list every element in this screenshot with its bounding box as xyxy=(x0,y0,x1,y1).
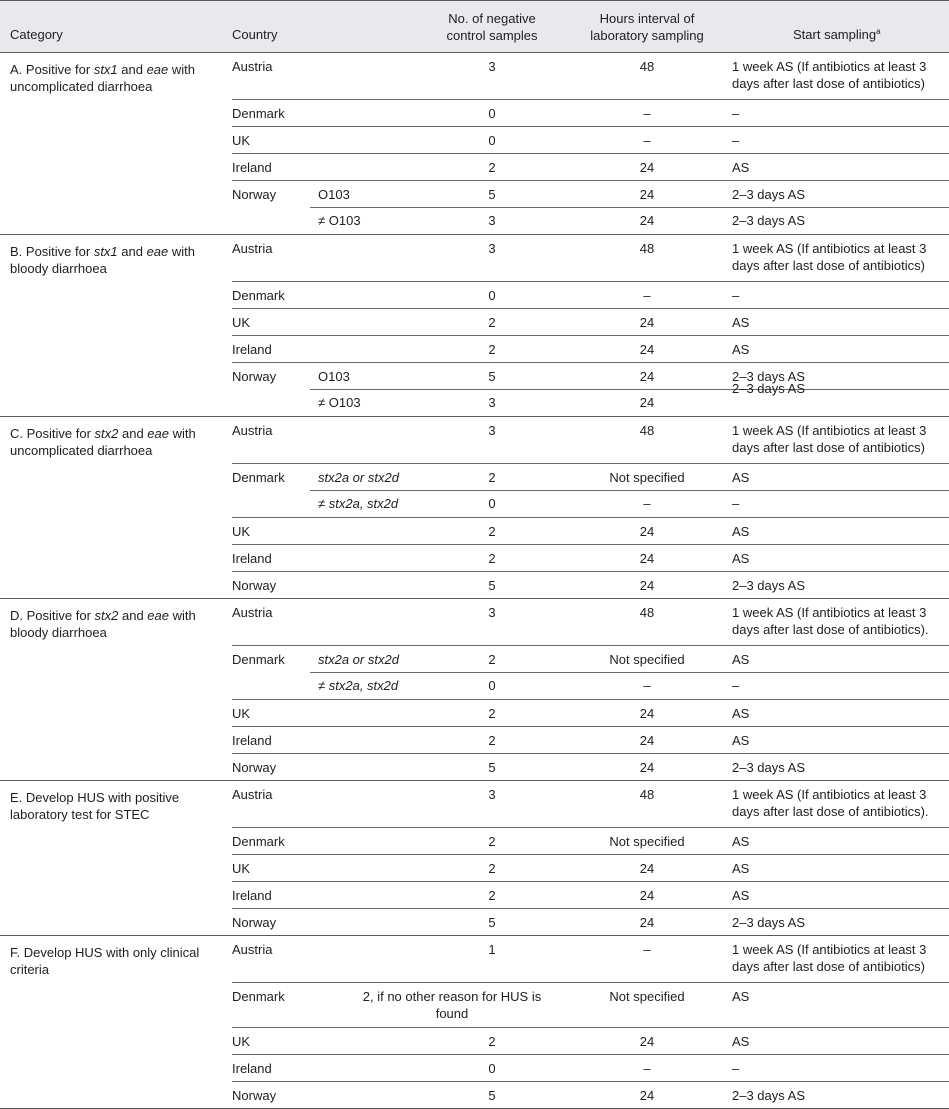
category-title: B. Positive for stx1 and eae with bloody diarrhoea xyxy=(10,244,196,276)
country-cell: Denmark xyxy=(232,989,285,1004)
subgroup-cell: ≠ stx2a, stx2d xyxy=(318,496,399,511)
table-row xyxy=(232,672,949,699)
start-sampling-cell: AS xyxy=(732,315,750,330)
table-row xyxy=(232,126,949,153)
category-block xyxy=(0,235,949,417)
hours-interval-cell: Not specified xyxy=(609,470,685,485)
header-hours-interval: Hours interval of laboratory sampling xyxy=(590,11,704,43)
negative-controls-cell: 0 xyxy=(488,1061,496,1076)
country-cell: Austria xyxy=(232,787,273,802)
hours-interval-cell: 24 xyxy=(639,187,655,202)
start-sampling-cell: AS xyxy=(732,551,750,566)
start-sampling-cell: – xyxy=(732,1061,740,1076)
country-cell: Austria xyxy=(232,59,273,74)
start-sampling-cell: 2–3 days AS xyxy=(732,578,805,593)
negative-controls-cell: 2 xyxy=(488,342,496,357)
table-header xyxy=(0,0,949,53)
table-row xyxy=(232,99,949,126)
table-row xyxy=(232,417,949,463)
negative-controls-cell: 2 xyxy=(488,1034,496,1049)
category-block xyxy=(0,417,949,599)
hours-interval-cell: – xyxy=(643,678,651,693)
negative-controls-cell: 0 xyxy=(488,106,496,121)
negative-controls-cell: 2 xyxy=(488,733,496,748)
subgroup-cell: stx2a or stx2d xyxy=(318,652,399,667)
table-row xyxy=(232,726,949,753)
negative-controls-cell: 5 xyxy=(488,760,496,775)
subgroup-cell: ≠ O103 xyxy=(318,395,361,410)
header-country: Country xyxy=(232,27,278,42)
table-row xyxy=(232,1081,949,1108)
hours-interval-cell: 48 xyxy=(639,787,655,802)
country-cell: Austria xyxy=(232,241,273,256)
start-sampling-cell: 1 week AS (If antibiotics at least 3 days after last dose of antibiotics) xyxy=(732,59,927,91)
category-block xyxy=(0,599,949,781)
table-row xyxy=(232,571,949,598)
negative-controls-cell: 2 xyxy=(488,315,496,330)
hours-interval-cell: 48 xyxy=(639,59,655,74)
start-sampling-cell: – xyxy=(732,288,740,303)
country-cell: Ireland xyxy=(232,888,272,903)
hours-interval-cell: 24 xyxy=(639,578,655,593)
country-cell: Norway xyxy=(232,369,277,384)
start-sampling-cell: 2–3 days AS xyxy=(732,381,805,396)
negative-controls-cell: 3 xyxy=(488,423,496,438)
country-cell: Austria xyxy=(232,423,273,438)
table-row xyxy=(232,982,949,1027)
hours-interval-cell: – xyxy=(643,496,651,511)
hours-interval-cell: 24 xyxy=(639,861,655,876)
table-row xyxy=(232,381,949,416)
negative-controls-cell: 2 xyxy=(488,888,496,903)
header-start-sampling: Start sampling$^a$ xyxy=(793,27,881,42)
start-sampling-cell: AS xyxy=(732,706,750,721)
category-block xyxy=(0,53,949,235)
header-negative-controls: No. of negative control samples xyxy=(446,11,538,43)
country-cell: Austria xyxy=(232,605,273,620)
start-sampling-cell: 1 week AS (If antibiotics at least 3 days after last dose of antibiotics). xyxy=(732,787,929,819)
hours-interval-cell: 48 xyxy=(639,241,655,256)
country-cell: Ireland xyxy=(232,551,272,566)
table-row xyxy=(232,517,949,544)
start-sampling-cell: 2–3 days AS xyxy=(732,760,805,775)
negative-controls-cell: 2 xyxy=(488,834,496,849)
country-cell: Norway xyxy=(232,915,277,930)
negative-controls-cell: 1 xyxy=(488,942,496,957)
hours-interval-cell: 24 xyxy=(639,160,655,175)
hours-interval-cell: 24 xyxy=(639,213,655,228)
negative-controls-cell: 2 xyxy=(488,524,496,539)
country-cell: Denmark xyxy=(232,470,285,485)
table-row xyxy=(232,753,949,780)
negative-controls-cell: 0 xyxy=(488,496,496,511)
negative-controls-cell: 2 xyxy=(488,861,496,876)
negative-controls-cell: 2, if no other reason for HUS is found xyxy=(362,989,542,1021)
start-sampling-cell: AS xyxy=(732,834,750,849)
start-sampling-cell: AS xyxy=(732,989,750,1004)
table-row xyxy=(232,599,949,645)
negative-controls-cell: 0 xyxy=(488,133,496,148)
table-row xyxy=(232,335,949,362)
negative-controls-cell: 2 xyxy=(488,652,496,667)
footnote-marker: a xyxy=(876,27,881,36)
category-title: D. Positive for stx2 and eae with bloody diarrhoea xyxy=(10,608,196,640)
table-row xyxy=(232,854,949,881)
start-sampling-cell: 1 week AS (If antibiotics at least 3 days after last dose of antibiotics) xyxy=(732,241,927,273)
subgroup-cell: O103 xyxy=(318,187,350,202)
table-row xyxy=(232,463,949,490)
hours-interval-cell: 48 xyxy=(639,423,655,438)
negative-controls-cell: 3 xyxy=(488,395,496,410)
negative-controls-cell: 3 xyxy=(488,213,496,228)
subgroup-cell: O103 xyxy=(318,369,350,384)
negative-controls-cell: 3 xyxy=(488,59,496,74)
start-sampling-cell: 2–3 days AS xyxy=(732,187,805,202)
start-sampling-cell: 1 week AS (If antibiotics at least 3 days after last dose of antibiotics) xyxy=(732,423,927,455)
start-sampling-cell: – xyxy=(732,678,740,693)
category-title: A. Positive for stx1 and eae with uncomplicated diarrhoea xyxy=(10,62,196,94)
hours-interval-cell: 24 xyxy=(639,1034,655,1049)
header-category: Category xyxy=(10,27,63,42)
table-row xyxy=(232,908,949,935)
country-cell: Norway xyxy=(232,187,277,202)
hours-interval-cell: – xyxy=(643,106,651,121)
negative-controls-cell: 3 xyxy=(488,787,496,802)
start-sampling-cell: AS xyxy=(732,733,750,748)
start-sampling-cell: AS xyxy=(732,1034,750,1049)
sub-row-divider xyxy=(310,672,949,673)
hours-interval-cell: – xyxy=(643,942,651,957)
negative-controls-cell: 2 xyxy=(488,551,496,566)
negative-controls-cell: 5 xyxy=(488,578,496,593)
start-sampling-cell: – xyxy=(732,496,740,511)
country-cell: Denmark xyxy=(232,834,285,849)
table-row xyxy=(232,1054,949,1081)
table-row xyxy=(232,235,949,281)
country-cell: Norway xyxy=(232,1088,277,1103)
start-sampling-cell: 1 week AS (If antibiotics at least 3 days after last dose of antibiotics). xyxy=(732,605,929,637)
table-row xyxy=(232,827,949,854)
category-block xyxy=(0,936,949,1109)
hours-interval-cell: 24 xyxy=(639,551,655,566)
table-row xyxy=(232,699,949,726)
sub-row-divider xyxy=(310,207,949,208)
start-sampling-cell: AS xyxy=(732,160,750,175)
start-sampling-cell: 2–3 days AS xyxy=(732,213,805,228)
hours-interval-cell: 24 xyxy=(639,706,655,721)
table-row xyxy=(232,645,949,672)
negative-controls-cell: 2 xyxy=(488,470,496,485)
country-cell: Ireland xyxy=(232,733,272,748)
country-cell: Norway xyxy=(232,760,277,775)
table-row xyxy=(232,781,949,827)
table-row xyxy=(232,53,949,99)
negative-controls-cell: 0 xyxy=(488,678,496,693)
country-cell: UK xyxy=(232,706,251,721)
table-row xyxy=(232,281,949,308)
country-cell: UK xyxy=(232,861,251,876)
table-row xyxy=(232,153,949,180)
country-cell: UK xyxy=(232,524,251,539)
hours-interval-cell: – xyxy=(643,288,651,303)
table-body xyxy=(0,53,949,1109)
country-cell: Ireland xyxy=(232,342,272,357)
country-cell: Denmark xyxy=(232,288,285,303)
country-cell: Ireland xyxy=(232,160,272,175)
hours-interval-cell: 24 xyxy=(639,524,655,539)
category-title: E. Develop HUS with positive laboratory test for STEC xyxy=(10,790,180,822)
start-sampling-cell: AS xyxy=(732,524,750,539)
hours-interval-cell: 48 xyxy=(639,605,655,620)
negative-controls-cell: 5 xyxy=(488,1088,496,1103)
table-row xyxy=(232,544,949,571)
country-cell: Austria xyxy=(232,942,273,957)
table-row xyxy=(232,936,949,982)
negative-controls-cell: 5 xyxy=(488,369,496,384)
hours-interval-cell: Not specified xyxy=(609,834,685,849)
sub-row-divider xyxy=(310,490,949,491)
negative-controls-cell: 3 xyxy=(488,605,496,620)
hours-interval-cell: 24 xyxy=(639,1088,655,1103)
category-title: C. Positive for stx2 and eae with uncomplicated diarrhoea xyxy=(10,426,196,458)
hours-interval-cell: Not specified xyxy=(609,989,685,1004)
hours-interval-cell: 24 xyxy=(639,888,655,903)
negative-controls-cell: 2 xyxy=(488,706,496,721)
start-sampling-cell: AS xyxy=(732,861,750,876)
start-sampling-cell: 2–3 days AS xyxy=(732,915,805,930)
hours-interval-cell: 24 xyxy=(639,733,655,748)
category-title: F. Develop HUS with only clinical criteria xyxy=(10,945,200,977)
subgroup-cell: stx2a or stx2d xyxy=(318,470,399,485)
table-row xyxy=(232,308,949,335)
negative-controls-cell: 2 xyxy=(488,160,496,175)
start-sampling-cell: – xyxy=(732,106,740,121)
subgroup-cell: ≠ stx2a, stx2d xyxy=(318,678,399,693)
start-sampling-cell: 2–3 days AS xyxy=(732,1088,805,1103)
table-row xyxy=(232,180,949,207)
hours-interval-cell: 24 xyxy=(639,315,655,330)
table-row xyxy=(232,490,949,517)
negative-controls-cell: 0 xyxy=(488,288,496,303)
table-row xyxy=(232,881,949,908)
country-cell: Denmark xyxy=(232,106,285,121)
start-sampling-cell: 2–3 days AS xyxy=(732,369,805,384)
subgroup-cell: ≠ O103 xyxy=(318,213,361,228)
country-cell: UK xyxy=(232,315,251,330)
hours-interval-cell: 24 xyxy=(639,760,655,775)
negative-controls-cell: 3 xyxy=(488,241,496,256)
hours-interval-cell: – xyxy=(643,133,651,148)
hours-interval-cell: 24 xyxy=(639,395,655,410)
category-block xyxy=(0,781,949,936)
start-sampling-cell: AS xyxy=(732,652,750,667)
negative-controls-cell: 5 xyxy=(488,915,496,930)
table-row xyxy=(232,207,949,234)
start-sampling-cell: AS xyxy=(732,342,750,357)
hours-interval-cell: 24 xyxy=(639,369,655,384)
country-cell: UK xyxy=(232,1034,251,1049)
hours-interval-cell: 24 xyxy=(639,915,655,930)
table-row xyxy=(232,1027,949,1054)
hours-interval-cell: 24 xyxy=(639,342,655,357)
hours-interval-cell: Not specified xyxy=(609,652,685,667)
country-cell: Norway xyxy=(232,578,277,593)
negative-controls-cell: 5 xyxy=(488,187,496,202)
hours-interval-cell: – xyxy=(643,1061,651,1076)
country-cell: Denmark xyxy=(232,652,285,667)
start-sampling-cell: AS xyxy=(732,470,750,485)
start-sampling-cell: 1 week AS (If antibiotics at least 3 days after last dose of antibiotics) xyxy=(732,942,927,974)
country-cell: Ireland xyxy=(232,1061,272,1076)
start-sampling-cell: – xyxy=(732,133,740,148)
country-cell: UK xyxy=(232,133,251,148)
start-sampling-cell: AS xyxy=(732,888,750,903)
